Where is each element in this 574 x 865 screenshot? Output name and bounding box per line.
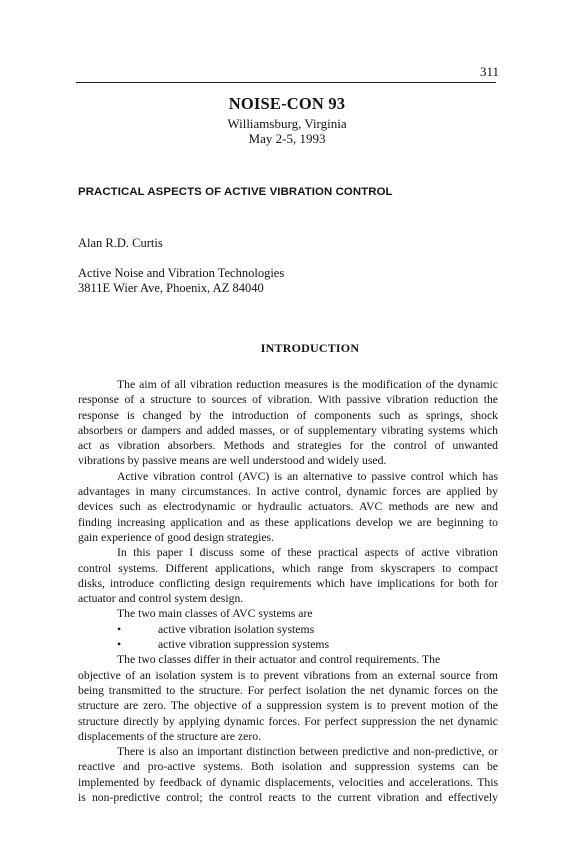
text-line: absorbers or dampers and added masses, or of supplementary vibrating systems which bbox=[78, 423, 498, 437]
conference-dates: May 2-5, 1993 bbox=[248, 131, 326, 146]
bullet-item bbox=[78, 622, 498, 637]
text-line: The two classes differ in their actuator and control requirements. The bbox=[117, 653, 441, 667]
text-line: Active vibration control (AVC) is an alternative to passive control which has bbox=[117, 469, 498, 483]
text-line: devices such as electrodynamic or hydraulic actuators. AVC methods are new and bbox=[78, 500, 498, 514]
text-line: actuator and control system design. bbox=[78, 592, 244, 606]
header-rule bbox=[76, 82, 496, 83]
author-name: Alan R.D. Curtis bbox=[78, 236, 163, 250]
bullet-marker: • bbox=[117, 622, 122, 636]
text-line: The two main classes of AVC systems are bbox=[117, 607, 313, 621]
text-line: response of a structure to sources of vibration. With passive vibration reduction the bbox=[78, 393, 498, 407]
text-line: The aim of all vibration reduction measures is the modification of the dynamic bbox=[117, 378, 498, 391]
page-number: 311 bbox=[479, 64, 499, 79]
conference-location: Williamsburg, Virginia bbox=[227, 116, 347, 131]
text-line: objective of an isolation system is to prevent vibrations from an external source from bbox=[78, 668, 498, 682]
affiliation-address: 3811E Wier Ave, Phoenix, AZ 84040 bbox=[78, 281, 264, 295]
text-line: In this paper I discuss some of these practical aspects of active vibration bbox=[117, 546, 498, 560]
text-line: implemented by feedback of dynamic displacements, velocities and accelerations. This bbox=[78, 775, 498, 789]
body-text bbox=[78, 377, 498, 805]
text-line: finding increasing application and as these applications develop we are beginning to bbox=[78, 515, 498, 529]
text-line: being transmitted to the structure. For perfect isolation the net dynamic forces on the bbox=[78, 683, 498, 697]
text-line: disks, introduce conflicting design requirements which have implications for both for bbox=[78, 576, 498, 590]
text-line: advantages in many circumstances. In active control, dynamic forces are applied by bbox=[78, 485, 498, 499]
text-line: vibrations by passive means are well understood and widely used. bbox=[78, 454, 387, 468]
text-line: There is also an important distinction between predictive and non-predictive, or bbox=[117, 745, 498, 759]
conference-name: NOISE-CON 93 bbox=[228, 94, 346, 113]
affiliation-organization: Active Noise and Vibration Technologies bbox=[78, 266, 285, 280]
text-line: response is changed by the introduction of components such as springs, shock bbox=[78, 408, 498, 422]
text-line: structure are zero. The objective of a suppression system is to prevent motion of the bbox=[78, 699, 498, 713]
text-line: act as vibration absorbers. Methods and strategies for the control of unwanted bbox=[78, 439, 498, 453]
section-heading: INTRODUCTION bbox=[260, 341, 360, 355]
text-line: gain experience of good design strategies. bbox=[78, 530, 275, 544]
bullet-marker: • bbox=[117, 638, 122, 652]
text-line: is non-predictive control; the control reacts to the current vibration and effectively bbox=[78, 791, 498, 805]
text-line: displacements of the structure are zero. bbox=[78, 729, 262, 743]
text-line: structure directly by applying dynamic forces. For perfect suppression the net dynamic bbox=[78, 714, 498, 728]
text-line: control systems. Different applications, which range from skyscrapers to compact bbox=[78, 561, 498, 575]
bullet-item bbox=[78, 637, 498, 652]
paper-title: PRACTICAL ASPECTS OF ACTIVE VIBRATION CONTROL bbox=[78, 186, 393, 198]
bullet-text: active vibration suppression systems bbox=[158, 638, 330, 652]
bullet-text: active vibration isolation systems bbox=[158, 622, 315, 636]
text-line: reactive and pro-active systems. Both isolation and suppression systems can be bbox=[78, 760, 498, 774]
